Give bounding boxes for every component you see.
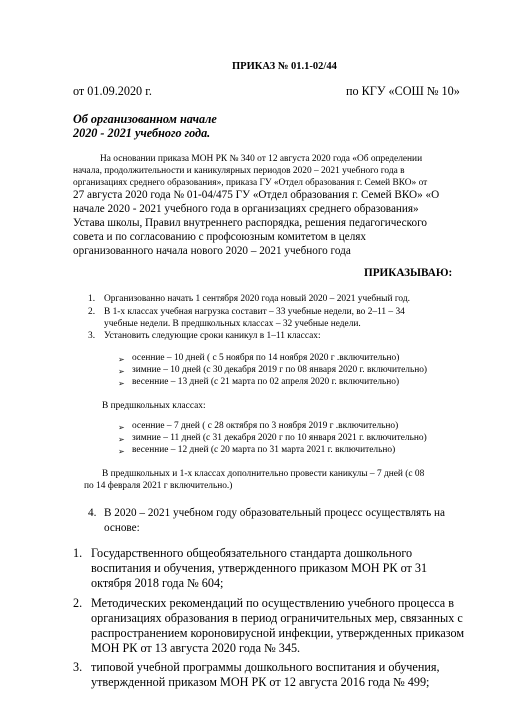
item-number: 1. — [88, 294, 96, 304]
basis-number: 3. — [73, 660, 83, 674]
preamble-line: организованного начала нового 2020 – 2021 учебного года — [73, 245, 351, 257]
basis-text: Методических рекомендаций по осуществлению учебного процесса в — [91, 596, 455, 610]
preamble-line: 27 августа 2020 года № 01-04/475 ГУ «Отдел образования г. Семей ВКО» «О — [73, 189, 440, 201]
arrow-bullet-icon: ➢ — [118, 447, 125, 456]
item-text: В 2020 – 2021 учебном году образовательный процесс осуществлять на — [104, 507, 445, 519]
holiday-line: зимние – 11 дней (с 31 декабря 2020 г по 10 января 2021 г. включительно) — [132, 433, 427, 443]
preamble-line: На основании приказа МОН РК № 340 от 12 августа 2020 года «Об определении — [100, 154, 423, 164]
item-text: В 1-х классах учебная нагрузка составит – 33 учебные недели, во 2–11 – 34 — [104, 307, 405, 317]
arrow-bullet-icon: ➢ — [118, 379, 125, 388]
order-word: ПРИКАЗЫВАЮ: — [364, 267, 453, 279]
arrow-bullet-icon: ➢ — [118, 423, 125, 432]
basis-text: Государственного общеобязательного стандарта дошкольного — [91, 546, 413, 560]
basis-text: октября 2018 года № 604; — [91, 576, 224, 590]
basis-text: распространением короновирусной инфекции, утвержденных приказом — [91, 626, 465, 640]
item-number: 3. — [88, 331, 96, 341]
extra-holiday-line: В предшкольных и 1-х классах дополнительно провести каникулы – 7 дней (с 08 — [102, 469, 425, 479]
item-text: учебные недели. В предшкольных классах – 32 учебные недели. — [104, 319, 361, 329]
order-date: от 01.09.2020 г. — [73, 84, 152, 98]
preamble-line: организациях среднего образования», приказа ГУ «Отдел образования г. Семей ВКО» от — [73, 178, 428, 188]
item-text: Организованно начать 1 сентября 2020 года новый 2020 – 2021 учебный год. — [104, 294, 410, 304]
extra-holiday-line: по 14 февраля 2021 г включительно.) — [84, 481, 233, 491]
item-text: основе: — [104, 522, 140, 534]
preamble-line: начале 2020 - 2021 учебного года в организациях среднего образования» — [73, 203, 419, 215]
order-organization: по КГУ «СОШ № 10» — [346, 84, 460, 98]
basis-text: организациях образования в период ограничительных мер, связанных с — [91, 611, 463, 625]
basis-number: 2. — [73, 596, 83, 610]
arrow-bullet-icon: ➢ — [118, 367, 125, 376]
holiday-line: зимние – 10 дней (с 30 декабря 2019 г по 08 января 2020 г. включительно) — [132, 365, 428, 375]
order-title: ПРИКАЗ № 01.1-02/44 — [232, 61, 337, 72]
item-text: Установить следующие сроки каникул в 1–11 классах: — [104, 331, 321, 341]
arrow-bullet-icon: ➢ — [118, 355, 125, 364]
basis-text: воспитания и обучения, утвержденного приказом МОН РК от 31 — [91, 561, 428, 575]
subject-line-2: 2020 - 2021 учебного года. — [73, 126, 211, 140]
arrow-bullet-icon: ➢ — [118, 435, 125, 444]
holiday-line: осенние – 10 дней ( с 5 ноября по 14 ноября 2020 г .включительно) — [132, 353, 400, 363]
basis-number: 1. — [73, 546, 83, 560]
holiday-line: осенние – 7 дней ( с 28 октября по 3 ноября 2019 г .включительно) — [132, 421, 399, 431]
preamble-line: начала, продолжительности и каникулярных периодов 2020 – 2021 учебного года в — [73, 166, 405, 176]
holiday-line: весенние – 12 дней (с 20 марта по 31 марта 2021 г. включительно) — [132, 445, 396, 455]
subject-line-1: Об организованном начале — [73, 112, 217, 126]
preschool-label: В предшкольных классах: — [102, 401, 206, 411]
holiday-line: весенние – 13 дней (с 21 марта по 02 апреля 2020 г. включительно) — [132, 377, 400, 387]
item-number: 2. — [88, 307, 96, 317]
basis-text: МОН РК от 13 августа 2020 года № 345. — [91, 641, 301, 655]
preamble-line: совета и по согласованию с профсоюзным комитетом в целях — [73, 231, 367, 243]
preamble-line: Устава школы, Правил внутреннего распорядка, решения педагогического — [73, 217, 427, 229]
basis-text: утвержденной приказом МОН РК от 12 августа 2016 года № 499; — [91, 675, 430, 689]
basis-text: типовой учебной программы дошкольного воспитания и обучения, — [91, 660, 440, 674]
item-number: 4. — [88, 507, 97, 519]
